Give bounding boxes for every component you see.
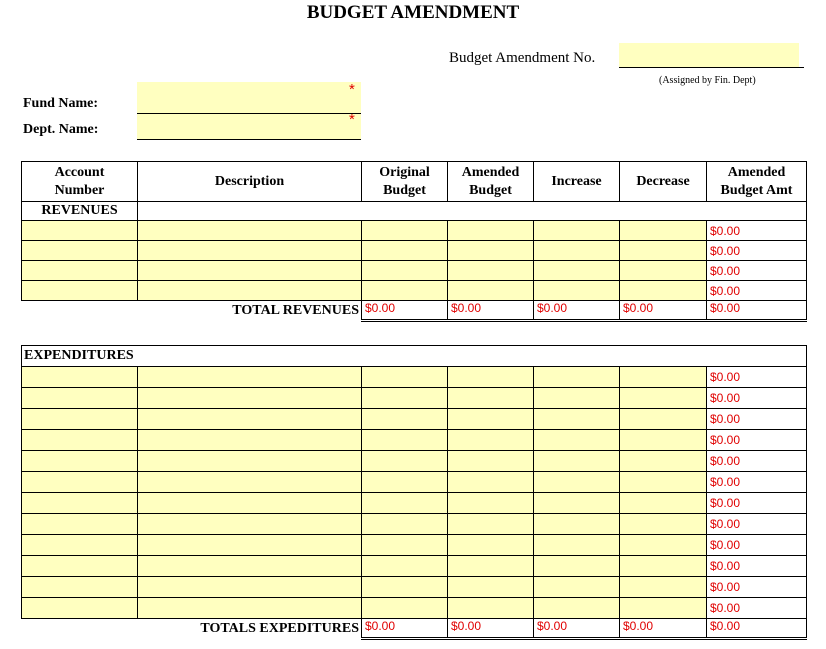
amendment-number-underline xyxy=(619,67,804,68)
description-input[interactable] xyxy=(138,409,362,430)
total-decrease: $0.00 xyxy=(620,619,707,639)
total-original-budget: $0.00 xyxy=(362,301,448,321)
account-number-input[interactable] xyxy=(22,598,138,619)
total-original-budget: $0.00 xyxy=(362,619,448,639)
decrease-input[interactable] xyxy=(620,430,707,451)
amended-budget-amt-cell: $0.00 xyxy=(707,241,807,261)
increase-input[interactable] xyxy=(534,598,620,619)
description-input[interactable] xyxy=(138,241,362,261)
account-number-input[interactable] xyxy=(22,241,138,261)
amended-budget-input[interactable] xyxy=(448,535,534,556)
original-budget-input[interactable] xyxy=(362,535,448,556)
original-budget-input[interactable] xyxy=(362,241,448,261)
account-number-input[interactable] xyxy=(22,388,138,409)
account-number-input[interactable] xyxy=(22,409,138,430)
increase-input[interactable] xyxy=(534,514,620,535)
table-row xyxy=(22,367,807,388)
expenditures-table xyxy=(21,345,807,640)
account-number-input[interactable] xyxy=(22,430,138,451)
table-row xyxy=(22,221,807,241)
amended-budget-input[interactable] xyxy=(448,493,534,514)
amended-budget-input[interactable] xyxy=(448,241,534,261)
decrease-input[interactable] xyxy=(620,451,707,472)
required-asterisk-icon: * xyxy=(349,81,355,98)
total-increase: $0.00 xyxy=(534,301,620,321)
amended-budget-input[interactable] xyxy=(448,221,534,241)
amendment-number-field[interactable] xyxy=(619,43,799,67)
decrease-input[interactable] xyxy=(620,577,707,598)
col-description: Description xyxy=(138,162,362,202)
col-account-number: Account Number xyxy=(22,162,138,202)
table-row xyxy=(22,430,807,451)
description-input[interactable] xyxy=(138,281,362,301)
original-budget-input[interactable] xyxy=(362,514,448,535)
section-row xyxy=(22,346,807,367)
original-budget-input[interactable] xyxy=(362,577,448,598)
original-budget-input[interactable] xyxy=(362,221,448,241)
increase-input[interactable] xyxy=(534,241,620,261)
account-number-input[interactable] xyxy=(22,535,138,556)
increase-input[interactable] xyxy=(534,493,620,514)
amended-budget-amt-cell: $0.00 xyxy=(707,261,807,281)
decrease-input[interactable] xyxy=(620,409,707,430)
table-row xyxy=(22,598,807,619)
description-input[interactable] xyxy=(138,535,362,556)
table-row xyxy=(22,577,807,598)
increase-input[interactable] xyxy=(534,577,620,598)
amended-budget-input[interactable] xyxy=(448,388,534,409)
increase-input[interactable] xyxy=(534,367,620,388)
amended-budget-amt-cell: $0.00 xyxy=(707,388,807,409)
decrease-input[interactable] xyxy=(620,493,707,514)
total-increase: $0.00 xyxy=(534,619,620,639)
page-title: BUDGET AMENDMENT xyxy=(306,2,520,23)
increase-input[interactable] xyxy=(534,472,620,493)
account-number-input[interactable] xyxy=(22,221,138,241)
description-input[interactable] xyxy=(138,472,362,493)
original-budget-input[interactable] xyxy=(362,261,448,281)
account-number-input[interactable] xyxy=(22,261,138,281)
original-budget-input[interactable] xyxy=(362,556,448,577)
assigned-note: (Assigned by Fin. Dept) xyxy=(659,75,756,86)
col-increase: Increase xyxy=(534,162,620,202)
description-input[interactable] xyxy=(138,430,362,451)
amended-budget-input[interactable] xyxy=(448,409,534,430)
amendment-number-label: Budget Amendment No. xyxy=(449,50,596,66)
amended-budget-input[interactable] xyxy=(448,598,534,619)
total-expenditures-row xyxy=(22,619,807,639)
decrease-input[interactable] xyxy=(620,535,707,556)
account-number-input[interactable] xyxy=(22,451,138,472)
table-row xyxy=(22,409,807,430)
amended-budget-amt-cell: $0.00 xyxy=(707,451,807,472)
original-budget-input[interactable] xyxy=(362,281,448,301)
expenditures-section-label: EXPENDITURES xyxy=(22,346,807,367)
amended-budget-amt-cell: $0.00 xyxy=(707,556,807,577)
table-row xyxy=(22,241,807,261)
increase-input[interactable] xyxy=(534,535,620,556)
description-input[interactable] xyxy=(138,388,362,409)
decrease-input[interactable] xyxy=(620,472,707,493)
col-amended-budget-amt: Amended Budget Amt xyxy=(707,162,807,202)
total-amended-budget-amt: $0.00 xyxy=(707,619,807,639)
amended-budget-input[interactable] xyxy=(448,430,534,451)
amended-budget-amt-cell: $0.00 xyxy=(707,535,807,556)
decrease-input[interactable] xyxy=(620,367,707,388)
original-budget-input[interactable] xyxy=(362,367,448,388)
amended-budget-amt-cell: $0.00 xyxy=(707,367,807,388)
decrease-input[interactable] xyxy=(620,598,707,619)
table-row xyxy=(22,493,807,514)
amended-budget-input[interactable] xyxy=(448,472,534,493)
account-number-input[interactable] xyxy=(22,281,138,301)
table-row xyxy=(22,472,807,493)
col-amended-budget: Amended Budget xyxy=(448,162,534,202)
original-budget-input[interactable] xyxy=(362,472,448,493)
total-amended-budget-amt: $0.00 xyxy=(707,301,807,321)
fund-name-field[interactable] xyxy=(137,82,361,114)
account-number-input[interactable] xyxy=(22,367,138,388)
increase-input[interactable] xyxy=(534,409,620,430)
original-budget-input[interactable] xyxy=(362,493,448,514)
total-revenues-row xyxy=(22,301,807,321)
amended-budget-amt-cell: $0.00 xyxy=(707,430,807,451)
amended-budget-amt-cell: $0.00 xyxy=(707,598,807,619)
increase-input[interactable] xyxy=(534,221,620,241)
col-decrease: Decrease xyxy=(620,162,707,202)
original-budget-input[interactable] xyxy=(362,598,448,619)
account-number-input[interactable] xyxy=(22,556,138,577)
description-input[interactable] xyxy=(138,451,362,472)
total-revenues-label: TOTAL REVENUES xyxy=(232,302,359,318)
account-number-input[interactable] xyxy=(22,514,138,535)
amended-budget-input[interactable] xyxy=(448,261,534,281)
column-header-row xyxy=(22,162,807,202)
description-input[interactable] xyxy=(138,598,362,619)
required-asterisk-icon: * xyxy=(349,111,355,128)
description-input[interactable] xyxy=(138,221,362,241)
increase-input[interactable] xyxy=(534,451,620,472)
account-number-input[interactable] xyxy=(22,472,138,493)
amended-budget-input[interactable] xyxy=(448,451,534,472)
increase-input[interactable] xyxy=(534,388,620,409)
decrease-input[interactable] xyxy=(620,221,707,241)
increase-input[interactable] xyxy=(534,261,620,281)
table-row xyxy=(22,451,807,472)
dept-name-label: Dept. Name: xyxy=(23,122,99,137)
revenues-table xyxy=(21,161,807,322)
decrease-input[interactable] xyxy=(620,241,707,261)
fund-name-label: Fund Name: xyxy=(23,96,99,111)
table-row xyxy=(22,556,807,577)
increase-input[interactable] xyxy=(534,556,620,577)
col-original-budget: Original Budget xyxy=(362,162,448,202)
decrease-input[interactable] xyxy=(620,261,707,281)
amended-budget-input[interactable] xyxy=(448,556,534,577)
description-input[interactable] xyxy=(138,577,362,598)
increase-input[interactable] xyxy=(534,430,620,451)
original-budget-input[interactable] xyxy=(362,409,448,430)
amended-budget-amt-cell: $0.00 xyxy=(707,409,807,430)
total-amended-budget: $0.00 xyxy=(448,619,534,639)
amended-budget-input[interactable] xyxy=(448,577,534,598)
amended-budget-input[interactable] xyxy=(448,514,534,535)
increase-input[interactable] xyxy=(534,281,620,301)
description-input[interactable] xyxy=(138,261,362,281)
decrease-input[interactable] xyxy=(620,514,707,535)
original-budget-input[interactable] xyxy=(362,388,448,409)
decrease-input[interactable] xyxy=(620,388,707,409)
original-budget-input[interactable] xyxy=(362,451,448,472)
table-row xyxy=(22,535,807,556)
table-row xyxy=(22,514,807,535)
table-row xyxy=(22,281,807,301)
total-amended-budget: $0.00 xyxy=(448,301,534,321)
amended-budget-input[interactable] xyxy=(448,367,534,388)
amended-budget-amt-cell: $0.00 xyxy=(707,493,807,514)
decrease-input[interactable] xyxy=(620,556,707,577)
section-row xyxy=(22,202,807,221)
table-row xyxy=(22,261,807,281)
dept-name-field[interactable] xyxy=(137,111,361,140)
description-input[interactable] xyxy=(138,556,362,577)
revenues-section-label: REVENUES xyxy=(22,202,138,221)
description-input[interactable] xyxy=(138,367,362,388)
amended-budget-amt-cell: $0.00 xyxy=(707,281,807,301)
account-number-input[interactable] xyxy=(22,577,138,598)
decrease-input[interactable] xyxy=(620,281,707,301)
total-expenditures-label: TOTALS EXPEDITURES xyxy=(200,620,359,636)
amended-budget-input[interactable] xyxy=(448,281,534,301)
amended-budget-amt-cell: $0.00 xyxy=(707,472,807,493)
table-row xyxy=(22,388,807,409)
amended-budget-amt-cell: $0.00 xyxy=(707,221,807,241)
amended-budget-amt-cell: $0.00 xyxy=(707,577,807,598)
amended-budget-amt-cell: $0.00 xyxy=(707,514,807,535)
original-budget-input[interactable] xyxy=(362,430,448,451)
description-input[interactable] xyxy=(138,493,362,514)
description-input[interactable] xyxy=(138,514,362,535)
total-decrease: $0.00 xyxy=(620,301,707,321)
account-number-input[interactable] xyxy=(22,493,138,514)
